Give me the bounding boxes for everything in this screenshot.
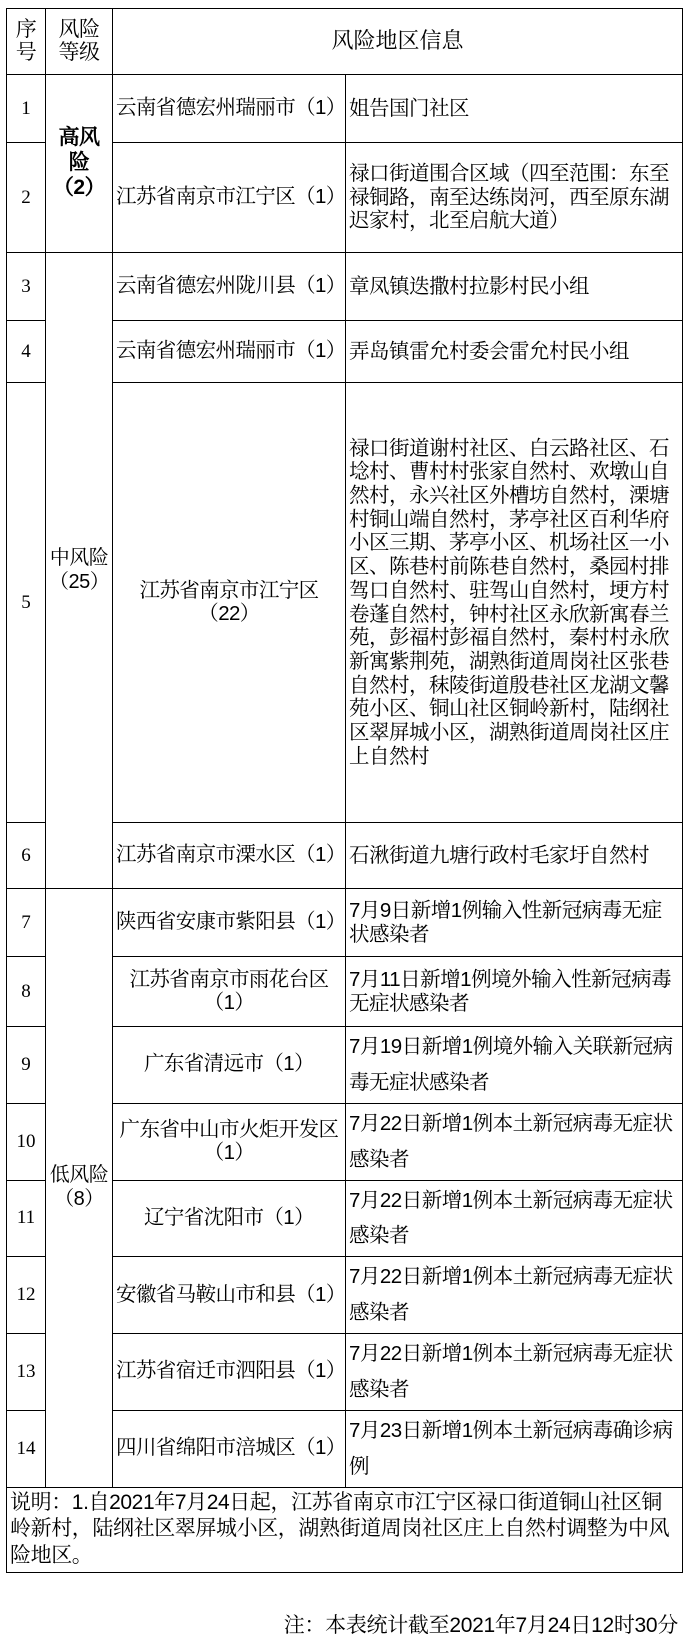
- row-area: 云南省德宏州瑞丽市（1）: [113, 75, 346, 143]
- row-info: 姐告国门社区: [346, 75, 683, 143]
- table-row: [7, 75, 683, 143]
- row-seq: 3: [7, 253, 46, 321]
- row-area: 江苏省南京市江宁区（1）: [113, 143, 346, 253]
- row-area: 云南省德宏州瑞丽市（1）: [113, 321, 346, 383]
- row-seq: 14: [7, 1410, 46, 1487]
- row-area: 江苏省宿迁市泗阳县（1）: [113, 1334, 346, 1411]
- risk-level-high: 高风险（2）: [46, 75, 113, 253]
- row-info: 禄口街道围合区域（四至范围：东至禄铜路，南至达练岗河，西至原东湖迟家村，北至启航大道）: [346, 143, 683, 253]
- row-area: 江苏省南京市江宁区（22）: [113, 383, 346, 823]
- row-seq: 13: [7, 1334, 46, 1411]
- header-risk-area-info: 风险地区信息: [113, 9, 683, 75]
- row-info: 弄岛镇雷允村委会雷允村民小组: [346, 321, 683, 383]
- row-seq: 2: [7, 143, 46, 253]
- row-area: 江苏省南京市雨花台区（1）: [113, 957, 346, 1027]
- row-seq: 12: [7, 1257, 46, 1334]
- row-area: 安徽省马鞍山市和县（1）: [113, 1257, 346, 1334]
- header-seq: 序号: [7, 9, 46, 75]
- table-note: 说明：1.自2021年7月24日起，江苏省南京市江宁区禄口街道铜山社区铜岭新村，陆纲社区翠屏城小区，湖熟街道周岗社区庄上自然村调整为中风险地区。: [7, 1487, 683, 1573]
- row-info: 7月23日新增1例本土新冠病毒确诊病例: [346, 1410, 683, 1487]
- row-info: 7月9日新增1例输入性新冠病毒无症状感染者: [346, 889, 683, 957]
- table-note-row: [7, 1487, 683, 1573]
- row-info: 7月22日新增1例本土新冠病毒无症状感染者: [346, 1180, 683, 1257]
- row-area: 广东省清远市（1）: [113, 1027, 346, 1104]
- row-seq: 8: [7, 957, 46, 1027]
- row-info: 7月22日新增1例本土新冠病毒无症状感染者: [346, 1334, 683, 1411]
- row-seq: 11: [7, 1180, 46, 1257]
- risk-level-low: 低风险（8）: [46, 889, 113, 1488]
- risk-level-medium: 中风险（25）: [46, 253, 113, 889]
- header-risk-level: 风险等级: [46, 9, 113, 75]
- row-seq: 5: [7, 383, 46, 823]
- row-seq: 6: [7, 823, 46, 889]
- row-info: 禄口街道谢村社区、白云路社区、石埝村、曹村村张家自然村、欢墩山自然村，永兴社区外槽坊自然村，溧塘村铜山端自然村，茅亭社区百利华府小区三期、茅亭小区、机场社区一小区、陈巷村前陈巷自然村，桑园村排驾口自然村、驻驾山自然村，埂方村卷蓬自然村，钟村社区永欣新寓春兰苑，彭福村彭福自然村，秦村村永欣新寓紫荆苑，湖熟街道周岗社区张巷自然村，秣陵街道殷巷社区龙湖文馨苑小区、铜山社区铜岭新村，陆纲社区翠屏城小区，湖熟街道周岗社区庄上自然村: [346, 383, 683, 823]
- row-info: 7月19日新增1例境外输入关联新冠病毒无症状感染者: [346, 1027, 683, 1104]
- row-area: 辽宁省沈阳市（1）: [113, 1180, 346, 1257]
- row-seq: 9: [7, 1027, 46, 1104]
- row-info: 7月22日新增1例本土新冠病毒无症状感染者: [346, 1103, 683, 1180]
- row-seq: 10: [7, 1103, 46, 1180]
- statistics-footnote: 注：本表统计截至2021年7月24日12时30分: [283, 1614, 678, 1638]
- row-seq: 7: [7, 889, 46, 957]
- row-info: 章凤镇迭撒村拉影村民小组: [346, 253, 683, 321]
- table-header-row: [7, 9, 683, 75]
- risk-area-table: [6, 8, 683, 1573]
- table-row: [7, 253, 683, 321]
- table-row: [7, 889, 683, 957]
- row-area: 广东省中山市火炬开发区（1）: [113, 1103, 346, 1180]
- row-seq: 4: [7, 321, 46, 383]
- row-area: 四川省绵阳市涪城区（1）: [113, 1410, 346, 1487]
- row-area: 云南省德宏州陇川县（1）: [113, 253, 346, 321]
- row-info: 7月11日新增1例境外输入性新冠病毒无症状感染者: [346, 957, 683, 1027]
- row-info: 7月22日新增1例本土新冠病毒无症状感染者: [346, 1257, 683, 1334]
- row-seq: 1: [7, 75, 46, 143]
- row-area: 江苏省南京市溧水区（1）: [113, 823, 346, 889]
- row-info: 石湫街道九塘行政村毛家圩自然村: [346, 823, 683, 889]
- row-area: 陕西省安康市紫阳县（1）: [113, 889, 346, 957]
